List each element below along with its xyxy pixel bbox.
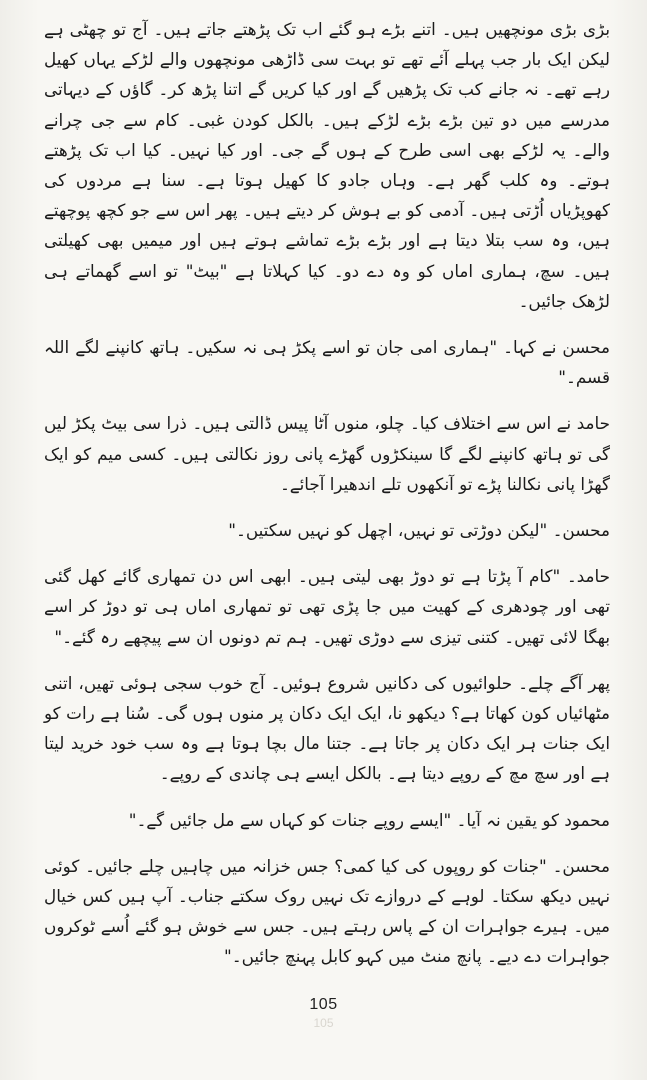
paragraph-5: حامد۔ "کام آ پڑتا ہے تو دوڑ بھی لیتی ہیں۔ ابھی اس دن تمھاری گائے کھل گئی تھی اور چودھری کے کھیت میں جا پڑی تھی تو تمھاری اماں ہی تو دوڑ کر اسے بھگا لائی تھیں۔ کتنی تیزی سے دوڑی تھیں۔ ہم تم دونوں ان سے پیچھے رہ گئے۔" (44, 566, 610, 647)
paragraph-7: محمود کو یقین نہ آیا۔ "ایسے روپے جنات کو کہاں سے مل جائیں گے۔" (128, 809, 610, 830)
page-number: 105 (309, 996, 338, 1013)
paragraph-1: بڑی بڑی مونچھیں ہیں۔ اتنے بڑے ہو گئے اب تک پڑھتے جاتے ہیں۔ آج تو چھٹی ہے لیکن ایک بار جب پہلے آئے تھے تو بہت سی ڈاڑھی مونچھوں والے لڑکے یہاں کھیل رہے تھے۔ نہ جانے کب تک پڑھیں گے اور کیا کریں گے اتنا پڑھ کر۔ گاؤں کے دیہاتی مدرسے میں دو تین بڑے بڑے لڑکے ہیں۔ بالکل کودن غبی۔ کام سے جی چرانے والے۔ یہ لڑکے بھی اسی طرح کے ہوں گے جی۔ اور کیا نہیں۔ کیا اب تک پڑھتے ہوتے۔ وہ کلب گھر ہے۔ وہاں جادو کا کھیل ہوتا ہے۔ سنا ہے مردوں کی کھوپڑیاں اُڑتی ہیں۔ آدمی کو بے ہوش کر دیتے ہیں۔ پھر اس سے جو کچھ پوچھتے ہیں، وہ سب بتلا دیتا ہے اور بڑے بڑے تماشے ہوتے ہیں اور میمیں بھی کھیلتی ہیں۔ سچ، ہماری اماں کو وہ دے دو۔ کیا کہلاتا ہے "بیٹ" تو اسے گھماتے ہی لڑھک جائیں۔ (44, 19, 610, 311)
paragraph-2: محسن نے کہا۔ "ہماری امی جان تو اسے پکڑ ہی نہ سکیں۔ ہاتھ کانپنے لگے اللہ قسم۔" (44, 337, 610, 388)
bleed-through-page-number: 105 (313, 1016, 334, 1030)
paragraph-8: محسن۔ "جنات کو روپوں کی کیا کمی؟ جس خزانہ میں چاہیں چلے جائیں۔ کوئی نہیں دیکھ سکتا۔ لوہے کے دروازے تک نہیں روک سکتے جناب۔ آپ ہیں کس خیال میں۔ ہیرے جواہرات ان کے پاس رہتے ہیں۔ جس سے خوش ہو گئے اُسے ٹوکروں جواہرات دے دیے۔ پانچ منٹ میں کہو کابل پہنچ جائیں۔" (44, 855, 610, 967)
paragraph-6: پھر آگے چلے۔ حلوائیوں کی دکانیں شروع ہوئیں۔ آج خوب سجی ہوئی تھیں، اتنی مٹھائیاں کون کھاتا ہے؟ دیکھو نا، ایک ایک دکان پر منوں ہوں گی۔ سُنا ہے رات کو ایک جنات ہر ایک دکان پر جاتا ہے۔ جتنا مال بچا ہوتا ہے وہ سب خود خرید لیتا ہے اور سچ مچ کے روپے دیتا ہے۔ بالکل ایسے ہی چاندی کے روپے۔ (44, 672, 610, 784)
paragraph-4: محسن۔ "لیکن دوڑتی تو نہیں، اچھل کو نہیں سکتیں۔" (228, 520, 610, 541)
body-text (44, 14, 610, 972)
paragraph-3: حامد نے اس سے اختلاف کیا۔ چلو، منوں آٹا پیس ڈالتی ہیں۔ ذرا سی بیٹ پکڑ لیں گی تو ہاتھ کانپنے لگے گا سینکڑوں گھڑے پانی روز نکالتی ہیں۔ کسی میم کو ایک گھڑا پانی نکالنا پڑے تو آنکھوں تلے اندھیرا آجائے۔ (44, 413, 610, 494)
